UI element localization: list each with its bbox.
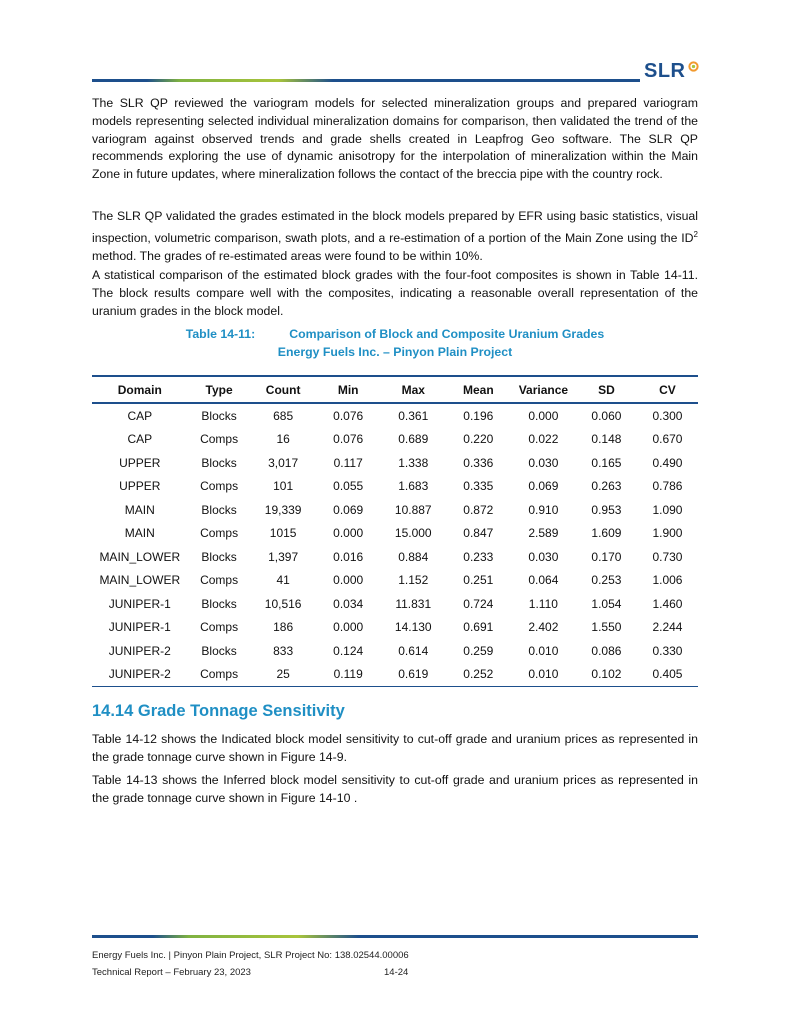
footer-rule	[92, 935, 698, 938]
cell-cv: 1.460	[652, 596, 683, 611]
header-min: Min	[316, 376, 381, 403]
superscript-two: 2	[693, 229, 698, 239]
cell-type: Comps	[200, 620, 239, 635]
table-number: Table 14-11:	[185, 327, 256, 341]
cell-sd: 0.263	[591, 479, 622, 494]
cell-variance: 0.010	[511, 663, 576, 687]
cell-min: 0.117	[333, 455, 363, 470]
cell-sd: 0.086	[591, 643, 622, 658]
cell-domain: UPPER	[119, 479, 161, 494]
cell-min: 0.055	[333, 479, 364, 494]
table-subtitle: Energy Fuels Inc. – Pinyon Plain Project	[277, 344, 513, 359]
cell-variance: 2.589	[528, 526, 559, 541]
header-type: Type	[188, 376, 251, 403]
cell-sd: 1.550	[591, 620, 622, 635]
cell-min: 0.000	[333, 620, 364, 635]
cell-domain: UPPER	[119, 455, 161, 470]
cell-count: 3,017	[268, 455, 299, 470]
paragraph-validation-end: method. The grades of re-estimated areas were found to be within 10%.	[92, 248, 483, 263]
cell-sd: 0.102	[576, 663, 637, 687]
cell-mean: 0.724	[463, 596, 494, 611]
cell-domain: JUNIPER-1	[108, 596, 171, 611]
header-cv: CV	[637, 376, 698, 403]
cell-domain: JUNIPER-2	[108, 643, 171, 658]
logo-mark-icon	[688, 61, 699, 72]
paragraph-validation-start: The SLR QP validated the grades estimated in the block models prepared by EFR using basic statistics, visual inspection, volumetric comparison, swath plots, and a re-estimation of a portion of the Main Zone using the ID	[92, 209, 698, 245]
cell-max: 0.689	[398, 432, 429, 447]
cell-max: 1.338	[398, 455, 429, 470]
cell-min: 0.076	[333, 432, 364, 447]
cell-sd: 1.609	[591, 526, 622, 541]
header-mean: Mean	[446, 376, 511, 403]
cell-domain: MAIN	[124, 502, 155, 517]
footer-project-line: Energy Fuels Inc. | Pinyon Plain Project, SLR Project No: 138.02544.00006	[92, 950, 409, 961]
grades-comparison-table	[92, 375, 698, 687]
header-rule	[92, 79, 640, 82]
cell-domain: MAIN	[124, 526, 155, 541]
cell-variance: 0.069	[528, 479, 559, 494]
header-domain: Domain	[92, 376, 188, 403]
cell-mean: 0.251	[463, 573, 494, 588]
cell-count: 25	[251, 663, 316, 687]
cell-count: 10,516	[264, 596, 302, 611]
cell-mean: 0.220	[463, 432, 494, 447]
cell-sd: 0.253	[591, 573, 622, 588]
cell-count: 186	[273, 620, 294, 635]
cell-variance: 0.022	[528, 432, 559, 447]
cell-count: 16	[276, 432, 290, 447]
table-row	[92, 498, 698, 522]
cell-type: Blocks	[201, 502, 237, 517]
cell-max: 0.884	[398, 549, 429, 564]
slr-logo	[644, 60, 700, 88]
cell-type: Blocks	[201, 643, 237, 658]
cell-cv: 0.786	[652, 479, 683, 494]
cell-cv: 1.900	[652, 526, 683, 541]
cell-type: Comps	[188, 663, 251, 687]
table-row	[92, 475, 698, 499]
cell-max: 1.152	[398, 573, 429, 588]
cell-min: 0.034	[333, 596, 364, 611]
paragraph-statistical-comparison: A statistical comparison of the estimated block grades with the four-foot composites is shown in Table 14-11. The block results compare well with the composites, indicating a reasonable overall representation of the uranium grades in the block model.	[92, 268, 698, 318]
logo-text: SLR	[644, 60, 686, 82]
cell-variance: 0.030	[528, 549, 559, 564]
cell-min: 0.000	[333, 573, 364, 588]
paragraph-validation	[92, 208, 698, 265]
cell-max: 0.614	[398, 643, 429, 658]
table-row	[92, 592, 698, 616]
cell-min: 0.069	[333, 502, 364, 517]
footer-report-line: Technical Report – February 23, 2023	[92, 967, 251, 978]
cell-domain: JUNIPER-2	[92, 663, 188, 687]
table-title: Comparison of Block and Composite Uranium Grades	[289, 327, 605, 341]
cell-mean: 0.872	[463, 502, 494, 517]
paragraph-indicated-sensitivity: Table 14-12 shows the Indicated block model sensitivity to cut-off grade and uranium prices as represented in the grade tonnage curve shown in Figure 14-9.	[92, 732, 698, 764]
table-row	[92, 569, 698, 593]
table-row	[92, 616, 698, 640]
table-row	[92, 663, 698, 687]
cell-min: 0.119	[316, 663, 381, 687]
cell-domain: MAIN_LOWER	[99, 549, 181, 564]
cell-count: 685	[273, 408, 294, 423]
cell-sd: 0.060	[591, 408, 622, 423]
cell-cv: 0.300	[652, 408, 683, 423]
header-variance: Variance	[511, 376, 576, 403]
cell-mean: 0.336	[463, 455, 494, 470]
table-caption	[92, 326, 698, 361]
cell-sd: 0.148	[591, 432, 622, 447]
cell-count: 1015	[269, 526, 297, 541]
cell-domain: CAP	[127, 408, 153, 423]
cell-max: 0.619	[381, 663, 446, 687]
cell-sd: 0.170	[591, 549, 622, 564]
table-row	[92, 403, 698, 428]
cell-sd: 0.953	[591, 502, 622, 517]
cell-max: 10.887	[394, 502, 432, 517]
cell-cv: 0.730	[652, 549, 683, 564]
cell-mean: 0.196	[463, 408, 494, 423]
cell-count: 19,339	[264, 502, 302, 517]
cell-cv: 0.670	[652, 432, 683, 447]
cell-variance: 0.030	[528, 455, 559, 470]
cell-count: 833	[273, 643, 294, 658]
cell-mean: 0.691	[463, 620, 494, 635]
cell-max: 15.000	[394, 526, 432, 541]
cell-type: Comps	[200, 432, 239, 447]
page-number: 14-24	[384, 967, 409, 978]
table-row	[92, 639, 698, 663]
cell-count: 41	[276, 573, 290, 588]
cell-cv: 2.244	[652, 620, 683, 635]
cell-count: 1,397	[268, 549, 299, 564]
cell-variance: 2.402	[528, 620, 559, 635]
cell-mean: 0.259	[463, 643, 494, 658]
cell-max: 14.130	[394, 620, 432, 635]
cell-min: 0.016	[333, 549, 364, 564]
cell-mean: 0.335	[463, 479, 494, 494]
paragraph-inferred-sensitivity: Table 14-13 shows the Inferred block model sensitivity to cut-off grade and uranium prices as represented in the grade tonnage curve shown in Figure 14-10 .	[92, 773, 698, 805]
table-row	[92, 545, 698, 569]
header-count: Count	[251, 376, 316, 403]
cell-min: 0.124	[333, 643, 364, 658]
cell-min: 0.000	[333, 526, 364, 541]
cell-variance: 0.010	[528, 643, 559, 658]
cell-max: 11.831	[395, 596, 432, 611]
cell-type: Blocks	[201, 455, 237, 470]
cell-cv: 0.330	[652, 643, 683, 658]
cell-variance: 0.910	[528, 502, 559, 517]
cell-type: Comps	[200, 526, 239, 541]
cell-type: Blocks	[201, 596, 237, 611]
cell-type: Blocks	[201, 408, 237, 423]
cell-variance: 0.064	[528, 573, 559, 588]
cell-sd: 0.165	[591, 455, 622, 470]
cell-mean: 0.252	[446, 663, 511, 687]
cell-type: Blocks	[201, 549, 237, 564]
cell-mean: 0.233	[463, 549, 494, 564]
table-body	[92, 403, 698, 687]
cell-count: 101	[273, 479, 294, 494]
header-sd: SD	[576, 376, 637, 403]
table-header-row	[92, 376, 698, 403]
section-heading: 14.14 Grade Tonnage Sensitivity	[92, 702, 345, 720]
cell-variance: 1.110	[528, 596, 558, 611]
table-row	[92, 428, 698, 452]
cell-domain: MAIN_LOWER	[99, 573, 181, 588]
table-row	[92, 451, 698, 475]
cell-type: Comps	[200, 573, 239, 588]
cell-max: 0.361	[398, 408, 429, 423]
table-caption-line1	[92, 326, 698, 344]
cell-domain: JUNIPER-1	[108, 620, 171, 635]
cell-cv: 0.490	[652, 455, 683, 470]
table-row	[92, 522, 698, 546]
cell-domain: CAP	[127, 432, 153, 447]
paragraph-variogram: The SLR QP reviewed the variogram models for selected mineralization groups and prepared variogram models representing selected individual mineralization domains for comparison, then validated the trend of the variogram against observed trends and grade shells created in Leapfrog Geo software. The SLR QP recommends exploring the use of dynamic anisotropy for the interpolation of mineralization within the Main Zone in future updates, where mineralization follows the contact of the breccia pipe with the country rock.	[92, 96, 698, 182]
cell-max: 1.683	[398, 479, 429, 494]
cell-cv: 0.405	[637, 663, 698, 687]
cell-variance: 0.000	[528, 408, 559, 423]
header-max: Max	[381, 376, 446, 403]
cell-min: 0.076	[333, 408, 364, 423]
cell-cv: 1.090	[652, 502, 683, 517]
cell-type: Comps	[200, 479, 239, 494]
cell-mean: 0.847	[463, 526, 494, 541]
cell-cv: 1.006	[652, 573, 683, 588]
cell-sd: 1.054	[591, 596, 622, 611]
